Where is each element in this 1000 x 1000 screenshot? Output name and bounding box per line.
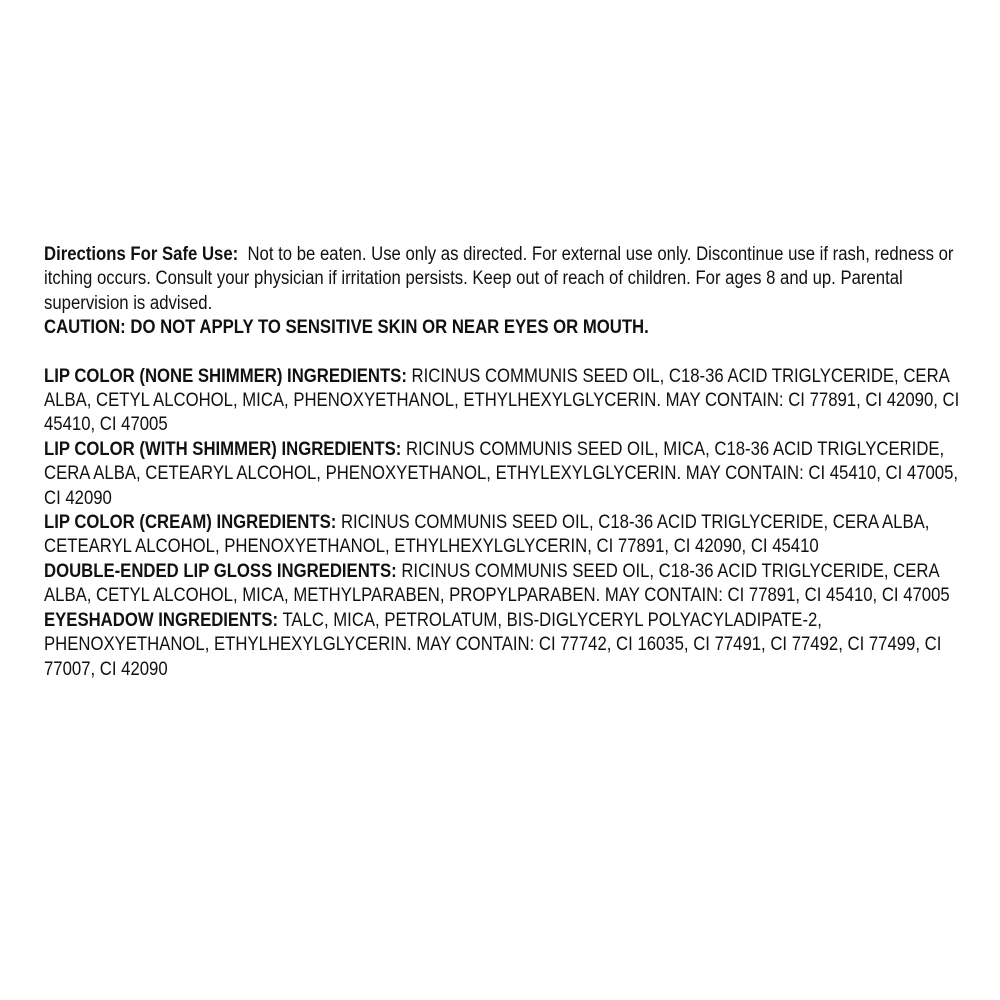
ingredients-eyeshadow [44,609,969,682]
product-label-text [44,243,969,682]
ingredients-list: RICINUS COMMUNIS SEED OIL, C18-36 ACID TRIGLYCERIDE, CERA ALBA, CETYL ALCOHOL, MICA, PHENOXYETHANOL, ETHYLHEXYLGLYCERIN. MAY CONTAIN: CI 77891, CI 42090, CI 45410, CI 47005 [44,365,960,436]
ingredients-list: RICINUS COMMUNIS SEED OIL, MICA, C18-36 ACID TRIGLYCERIDE, CERA ALBA, CETEARYL ALCOHOL, PHENOXYETHANOL, ETHYLEXYLGLYCERIN. MAY CONTAIN: CI 45410, CI 47005, CI 42090 [44,438,959,509]
ingredients-lip-color-none-shimmer [44,365,969,438]
ingredients-double-ended-lip-gloss [44,560,969,609]
caution-text: CAUTION: DO NOT APPLY TO SENSITIVE SKIN OR NEAR EYES OR MOUTH. [44,317,649,339]
ingredients-heading: DOUBLE-ENDED LIP GLOSS INGREDIENTS: [44,560,397,582]
ingredients-heading: LIP COLOR (CREAM) INGREDIENTS: [44,512,337,534]
ingredients-list: RICINUS COMMUNIS SEED OIL, C18-36 ACID TRIGLYCERIDE, CERA ALBA, CETEARYL ALCOHOL, PHENOXYETHANOL, ETHYLHEXYLGLYCERIN, CI 77891, CI 42090, CI 45410 [44,512,930,558]
spacer [44,341,969,365]
directions-body: Not to be eaten. Use only as directed. For external use only. Discontinue use if rash, redness or itching occurs. Consult your physician if irritation persists. Keep out of reach of children. For ages 8 and up. Parental supervision is advised. [44,244,954,314]
ingredients-lip-color-with-shimmer [44,438,969,511]
ingredients-list: TALC, MICA, PETROLATUM, BIS-DIGLYCERYL POLYACYLADIPATE-2, PHENOXYETHANOL, ETHYLHEXYLGLYCERIN. MAY CONTAIN: CI 77742, CI 16035, CI 77491, CI 77492, CI 77499, CI 77007, CI 42090 [44,609,942,680]
ingredients-heading: LIP COLOR (WITH SHIMMER) INGREDIENTS: [44,438,402,460]
ingredients-heading: LIP COLOR (NONE SHIMMER) INGREDIENTS: [44,365,407,387]
caution-statement [44,316,969,340]
directions-paragraph [44,243,969,316]
ingredients-heading: EYESHADOW INGREDIENTS: [44,609,279,631]
ingredients-lip-color-cream [44,511,969,560]
directions-heading: Directions For Safe Use: [44,244,239,265]
ingredients-list: RICINUS COMMUNIS SEED OIL, C18-36 ACID TRIGLYCERIDE, CERA ALBA, CETYL ALCOHOL, MICA, METHYLPARABEN, PROPYLPARABEN. MAY CONTAIN: CI 77891, CI 45410, CI 47005 [44,560,950,607]
